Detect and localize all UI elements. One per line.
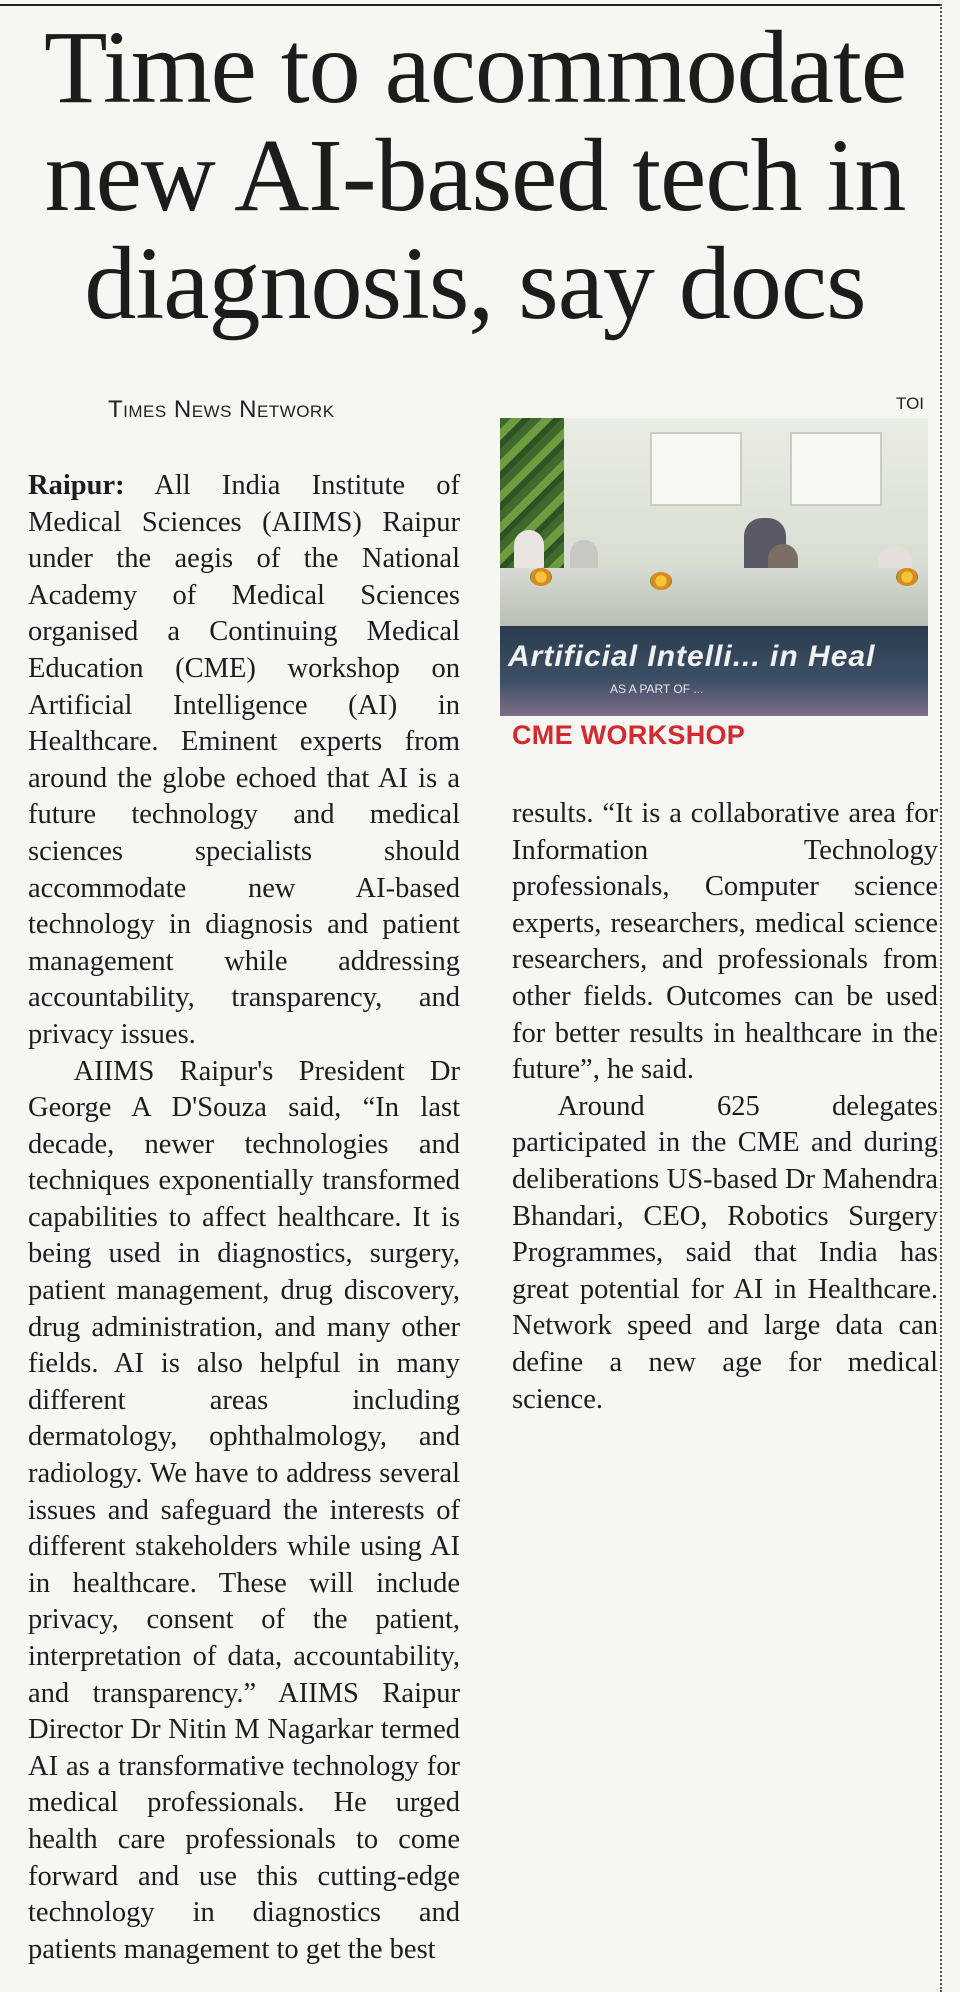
photo-caption: CME WORKSHOP	[512, 720, 746, 750]
photo-flowers	[896, 568, 918, 586]
photo-wall-panel	[650, 432, 742, 506]
photo-table	[500, 568, 928, 626]
paragraph-1-text: All India Institute of Medical Sciences (AIIMS) Raipur under the aegis of the National Academy of Medical Sciences organised a Continuing Medical Education (CME) workshop on Artificial Intelligence (AI) in Healthcare. Eminent experts from around the globe echoed that AI is a future technology and medical sciences specialists should accommodate new AI-based technology in diagnosis and patient management while addressing accountability, transparency, and privacy issues.	[28, 470, 460, 1050]
photo-person	[514, 530, 544, 570]
workshop-photo	[500, 418, 928, 716]
photo-flowers	[530, 568, 552, 586]
photo-banner-text: Artificial Intelli... in Heal	[508, 640, 876, 673]
article-column-left	[28, 468, 460, 1968]
paragraph-lead	[28, 468, 460, 1054]
headline: Time to acommodate new AI-based tech in diagnosis, say docs	[43, 10, 907, 341]
dateline: Raipur:	[28, 470, 125, 501]
photo-wall-panel	[790, 432, 882, 506]
byline: Times News Network	[108, 396, 335, 423]
photo-credit: TOI	[896, 394, 925, 413]
clipping-top-border	[0, 4, 940, 6]
paragraph-2-text: AIIMS Raipur's President Dr George A D'Souza said, “In last decade, newer technologies and techniques exponentially transformed capabilities to affect healthcare. It is being used in diagnostics, surgery, patient management, drug discovery, drug administration, and many other fields. AI is also helpful in many different areas including dermatology, ophthalmology, and radiology. We have to address several issues and safeguard the interests of different stakeholders while using AI in healthcare. These will include privacy, consent of the patient, interpretation of data, accountability, and transparency.” AIIMS Raipur Director Dr Nitin M Nagarkar termed AI as a transformative technology for medical professionals. He urged health care professionals to come forward and use this cutting-edge technology in diagnostics and patients management to get the best	[28, 1055, 460, 1965]
photo-banner-subtext: AS A PART OF ...	[610, 682, 704, 696]
article-column-right	[512, 796, 938, 1418]
paragraph-2-continued: results. “It is a collaborative area for Information Technology professionals, Computer science experts, researchers, medical science researchers, and professionals from other fields. Outcomes can be used for better results in healthcare in the future”, he said.	[512, 798, 938, 1086]
paragraph-3	[512, 1089, 938, 1418]
paragraph-2	[28, 1054, 460, 1969]
photo-flowers	[650, 572, 672, 590]
paragraph-3-text: Around 625 delegates participated in the CME and during deliberations US-based Dr Mahendra Bhandari, CEO, Robotics Surgery Programmes, said that India has great potential for AI in Healthcare. Network speed and large data can define a new age for medical science.	[512, 1090, 938, 1415]
clipping-cut-edge	[940, 4, 942, 1992]
